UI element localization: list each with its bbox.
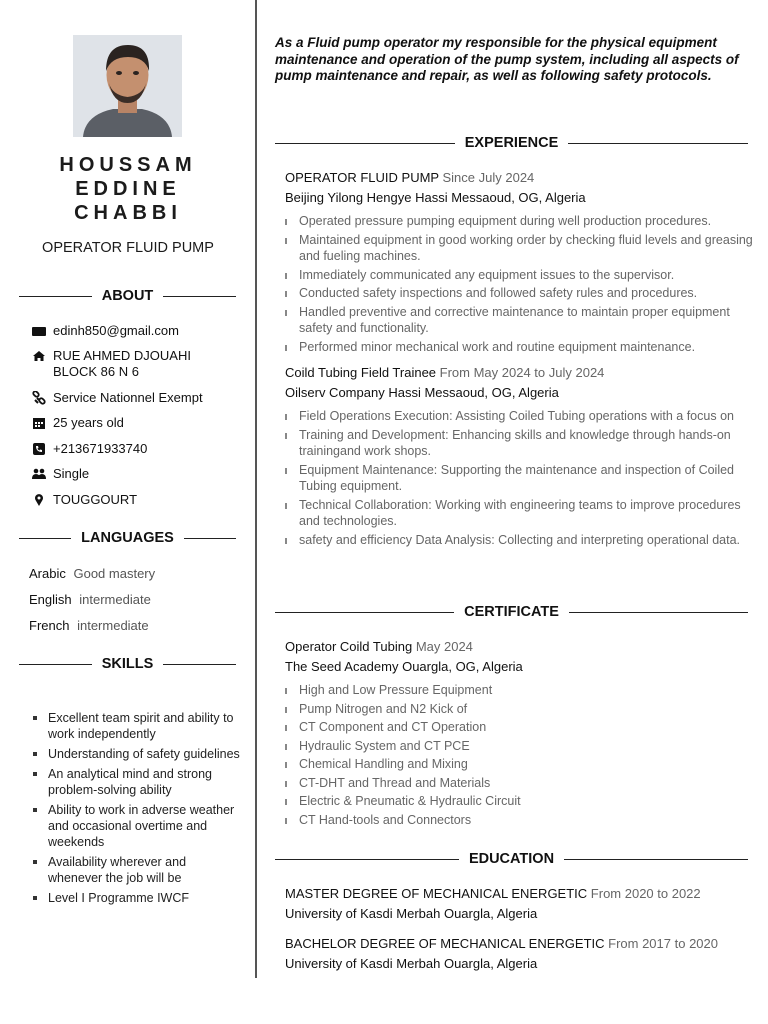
job-place: Hassi Messaoud, OG, Algeria xyxy=(388,385,559,400)
certificate-heading xyxy=(275,604,748,620)
languages-heading xyxy=(19,530,236,546)
contact-text: Single xyxy=(53,466,90,481)
name-line-2: EDDINE xyxy=(75,178,181,200)
language-level: intermediate xyxy=(79,592,151,607)
envelope-icon xyxy=(32,324,46,338)
job-company-line xyxy=(285,385,559,400)
cert-bullet: High and Low Pressure Equipment xyxy=(285,682,755,699)
link-icon xyxy=(32,391,46,405)
name-line-3: CHABBI xyxy=(74,202,182,224)
job-title-line xyxy=(285,365,604,380)
contact-text: +213671933740 xyxy=(53,441,148,456)
summary-text: As a Fluid pump operator my responsible for the physical equipment maintenance and operation of the pump system, including all aspects of pump maintenance and repair, as well as following safety protocols. xyxy=(275,35,739,83)
about-heading xyxy=(19,288,236,304)
language-item xyxy=(29,566,155,581)
degree-line xyxy=(285,886,701,901)
education-heading xyxy=(275,851,748,867)
cert-place: Ouargla, OG, Algeria xyxy=(402,659,523,674)
about-title: ABOUT xyxy=(101,288,154,304)
language-name: Arabic xyxy=(29,566,66,581)
divider xyxy=(564,859,748,860)
location-pin-icon xyxy=(32,493,46,507)
language-item xyxy=(29,618,149,633)
job-title-line xyxy=(285,170,534,185)
language-name: French xyxy=(29,618,70,633)
contact-service xyxy=(32,390,233,406)
job-place: Hassi Messaoud, OG, Algeria xyxy=(415,190,586,205)
job-bullet: Operated pressure pumping equipment during well production procedures. xyxy=(285,213,755,230)
school-line xyxy=(285,906,537,921)
cert-bullet: CT Hand-tools and Connectors xyxy=(285,812,755,829)
divider xyxy=(19,538,71,539)
job-company-line xyxy=(285,190,586,205)
cert-bullet: Chemical Handling and Mixing xyxy=(285,756,755,773)
job-bullet: Performed minor mechanical work and routine equipment maintenance. xyxy=(285,339,755,356)
experience-title: EXPERIENCE xyxy=(464,135,559,151)
divider xyxy=(163,664,236,665)
job-title: Coild Tubing Field Trainee xyxy=(285,365,437,380)
experience-heading xyxy=(275,135,748,151)
job-bullet: Immediately communicated any equipment issues to the supervisor. xyxy=(285,267,755,284)
cert-title: Operator Coild Tubing xyxy=(285,639,413,654)
skill-item: Excellent team spirit and ability to work independently xyxy=(33,710,243,742)
cert-date: May 2024 xyxy=(415,639,473,654)
people-icon xyxy=(32,467,46,481)
language-level: intermediate xyxy=(77,618,149,633)
home-icon xyxy=(32,349,46,363)
job-bullets xyxy=(285,408,755,548)
certificate-title: CERTIFICATE xyxy=(464,604,559,620)
degree-title: BACHELOR DEGREE OF MECHANICAL ENERGETIC xyxy=(285,936,605,951)
contact-text: TOUGGOURT xyxy=(53,492,138,507)
job-bullet: Conducted safety inspections and followed safety rules and procedures. xyxy=(285,285,755,302)
job-bullet: Training and Development: Enhancing skills and knowledge through hands-on trainingand work shops. xyxy=(285,427,755,460)
contact-text: 25 years old xyxy=(53,415,124,430)
job-bullets xyxy=(285,213,755,355)
school-place: Ouargla, Algeria xyxy=(443,906,538,921)
job-bullet: Equipment Maintenance: Supporting the maintenance and inspection of Coiled Tubing equipment. xyxy=(285,462,755,495)
skill-item: An analytical mind and strong problem-solving ability xyxy=(33,766,243,798)
job-date: Since July 2024 xyxy=(442,170,535,185)
skills-title: SKILLS xyxy=(101,656,154,672)
skill-item: Level I Programme IWCF xyxy=(33,890,243,906)
skills-heading xyxy=(19,656,236,672)
divider xyxy=(568,143,748,144)
contact-age xyxy=(32,415,233,431)
column-divider xyxy=(255,0,257,978)
skill-item: Ability to work in adverse weather and occasional overtime and weekends xyxy=(33,802,243,850)
divider xyxy=(275,143,455,144)
phone-icon xyxy=(32,442,46,456)
job-bullet: Maintained equipment in good working order by checking fluid levels and greasing and fueling machines. xyxy=(285,232,755,265)
divider xyxy=(275,859,459,860)
degree-title: MASTER DEGREE OF MECHANICAL ENERGETIC xyxy=(285,886,588,901)
job-title: OPERATOR FLUID PUMP xyxy=(285,170,439,185)
divider xyxy=(19,664,92,665)
divider xyxy=(275,612,454,613)
job-role: OPERATOR FLUID PUMP xyxy=(42,240,214,256)
contact-text: edinh850@gmail.com xyxy=(53,323,179,338)
profile-photo xyxy=(73,35,182,137)
calendar-icon xyxy=(32,416,46,430)
degree-date: From 2017 to 2020 xyxy=(608,936,718,951)
job-bullet: safety and efficiency Data Analysis: Collecting and interpreting operational data. xyxy=(285,532,755,549)
cert-bullet: Hydraulic System and CT PCE xyxy=(285,738,755,755)
job-bullet: Handled preventive and corrective maintenance to maintain proper equipment safety and functionality. xyxy=(285,304,755,337)
job-company: Oilserv Company xyxy=(285,385,385,400)
school-place: Ouargla, Algeria xyxy=(443,956,538,971)
cert-bullet: Electric & Pneumatic & Hydraulic Circuit xyxy=(285,793,755,810)
cert-title-line xyxy=(285,639,473,654)
contact-address xyxy=(32,348,233,380)
cert-bullet: CT-DHT and Thread and Materials xyxy=(285,775,755,792)
divider xyxy=(163,296,236,297)
job-company: Beijing Yilong Hengye xyxy=(285,190,412,205)
cert-org: The Seed Academy xyxy=(285,659,399,674)
job-bullet: Field Operations Execution: Assisting Coiled Tubing operations with a focus on xyxy=(285,408,755,425)
cert-bullet: Pump Nitrogen and N2 Kick of xyxy=(285,701,755,718)
contact-text: RUE AHMED DJOUAHI BLOCK 86 N 6 xyxy=(53,348,191,379)
skill-item: Availability wherever and whenever the job will be xyxy=(33,854,243,886)
school-name: University of Kasdi Merbah xyxy=(285,906,441,921)
name-line-1: HOUSSAM xyxy=(59,154,197,176)
contact-status xyxy=(32,466,233,482)
school-name: University of Kasdi Merbah xyxy=(285,956,441,971)
contact-phone xyxy=(32,441,233,457)
divider xyxy=(184,538,236,539)
contact-email xyxy=(32,323,233,339)
language-item xyxy=(29,592,151,607)
school-line xyxy=(285,956,537,971)
language-level: Good mastery xyxy=(73,566,156,581)
job-date: From May 2024 to July 2024 xyxy=(439,365,605,380)
cert-bullets xyxy=(285,682,755,828)
cert-bullet: CT Component and CT Operation xyxy=(285,719,755,736)
sidebar xyxy=(0,0,256,1024)
languages-title: LANGUAGES xyxy=(81,530,174,546)
divider xyxy=(569,612,748,613)
skills-list xyxy=(33,710,243,910)
cert-org-line xyxy=(285,659,523,674)
degree-date: From 2020 to 2022 xyxy=(590,886,701,901)
degree-line xyxy=(285,936,718,951)
education-title: EDUCATION xyxy=(468,851,555,867)
divider xyxy=(19,296,92,297)
contact-text: Service Nationnel Exempt xyxy=(53,390,203,405)
language-name: English xyxy=(29,592,72,607)
skill-item: Understanding of safety guidelines xyxy=(33,746,243,762)
contact-location xyxy=(32,492,233,508)
job-bullet: Technical Collaboration: Working with engineering teams to improve procedures and technologies. xyxy=(285,497,755,530)
